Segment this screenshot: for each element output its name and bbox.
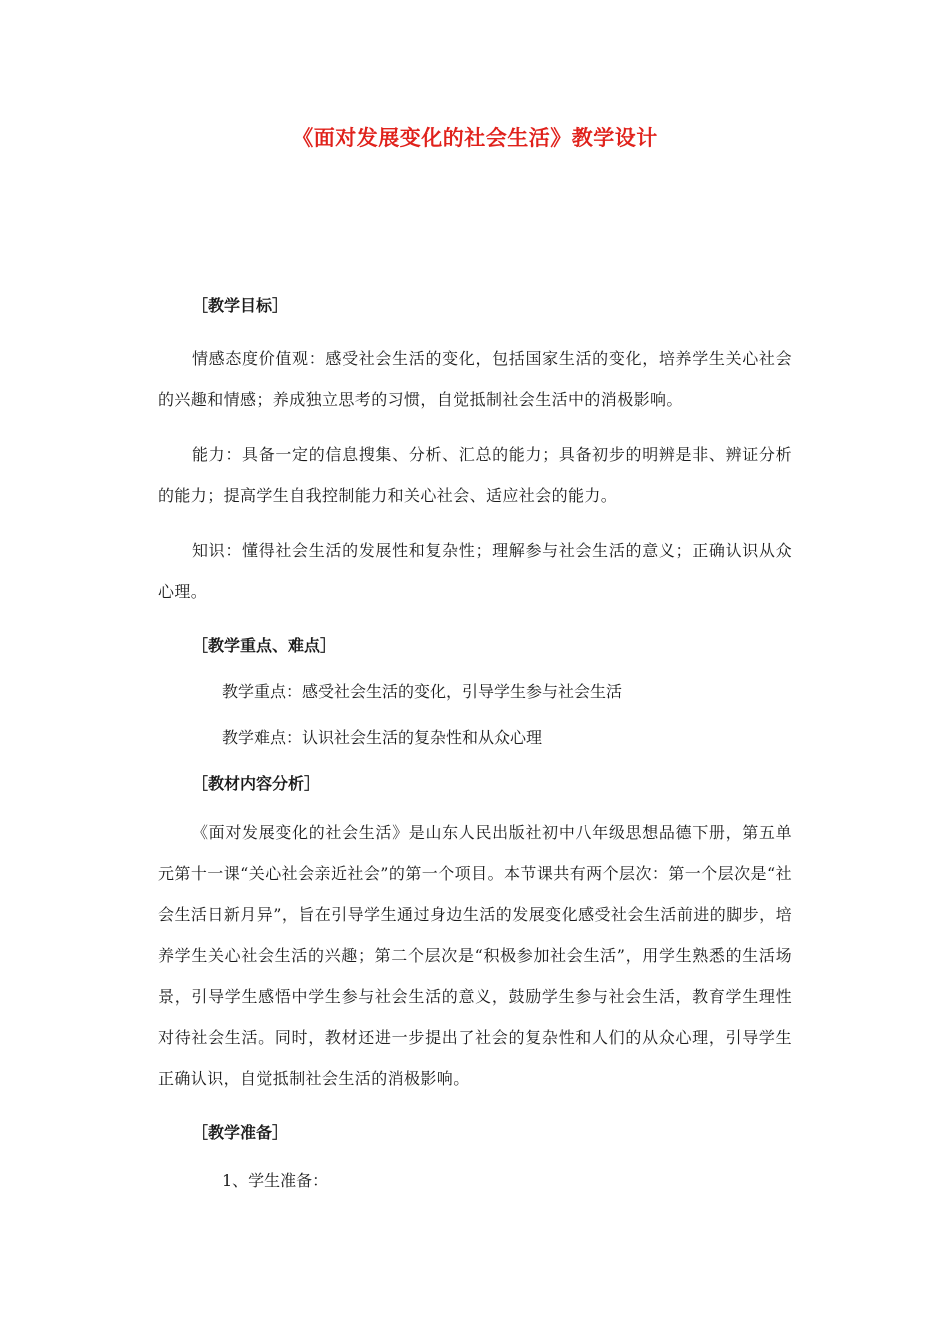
section-heading-preparation: ［教学准备］ [192,1123,289,1142]
document-body [158,292,792,1195]
objective-knowledge-paragraph: 知识：懂得社会生活的发展性和复杂性；理解参与社会生活的意义；正确认识从众心理。 [158,541,792,601]
section-heading-key-points: ［教学重点、难点］ [192,636,337,655]
preparation-item-1: 1、学生准备： [222,1171,329,1190]
document-title: 《面对发展变化的社会生活》教学设计 [292,125,658,150]
key-point-line: 教学重点：感受社会生活的变化，引导学生参与社会生活 [222,682,623,701]
difficult-point-line: 教学难点：认识社会生活的复杂性和从众心理 [222,728,543,747]
section-heading-analysis: ［教材内容分析］ [192,774,321,793]
objective-ability-paragraph: 能力：具备一定的信息搜集、分析、汇总的能力；具备初步的明辨是非、辨证分析的能力；提高学生自我控制能力和关心社会、适应社会的能力。 [158,445,792,505]
objective-emotion-paragraph: 情感态度价值观：感受社会生活的变化，包括国家生活的变化，培养学生关心社会的兴趣和情感；养成独立思考的习惯，自觉抵制社会生活中的消极影响。 [158,349,792,409]
analysis-paragraph: 《面对发展变化的社会生活》是山东人民出版社初中八年级思想品德下册，第五单元第十一课“关心社会亲近社会”的第一个项目。本节课共有两个层次：第一个层次是“社会生活日新月异”，旨在引导学生通过身边生活的发展变化感受社会生活前进的脚步，培养学生关心社会生活的兴趣；第二个层次是“积极参加社会生活”，用学生熟悉的生活场景，引导学生感悟中学生参与社会生活的意义，鼓励学生参与社会生活，教育学生理性对待社会生活。同时，教材还进一步提出了社会的复杂性和人们的从众心理，引导学生正确认识，自觉抵制社会生活的消极影响。 [158,823,792,1088]
section-heading-objectives: ［教学目标］ [192,296,289,315]
